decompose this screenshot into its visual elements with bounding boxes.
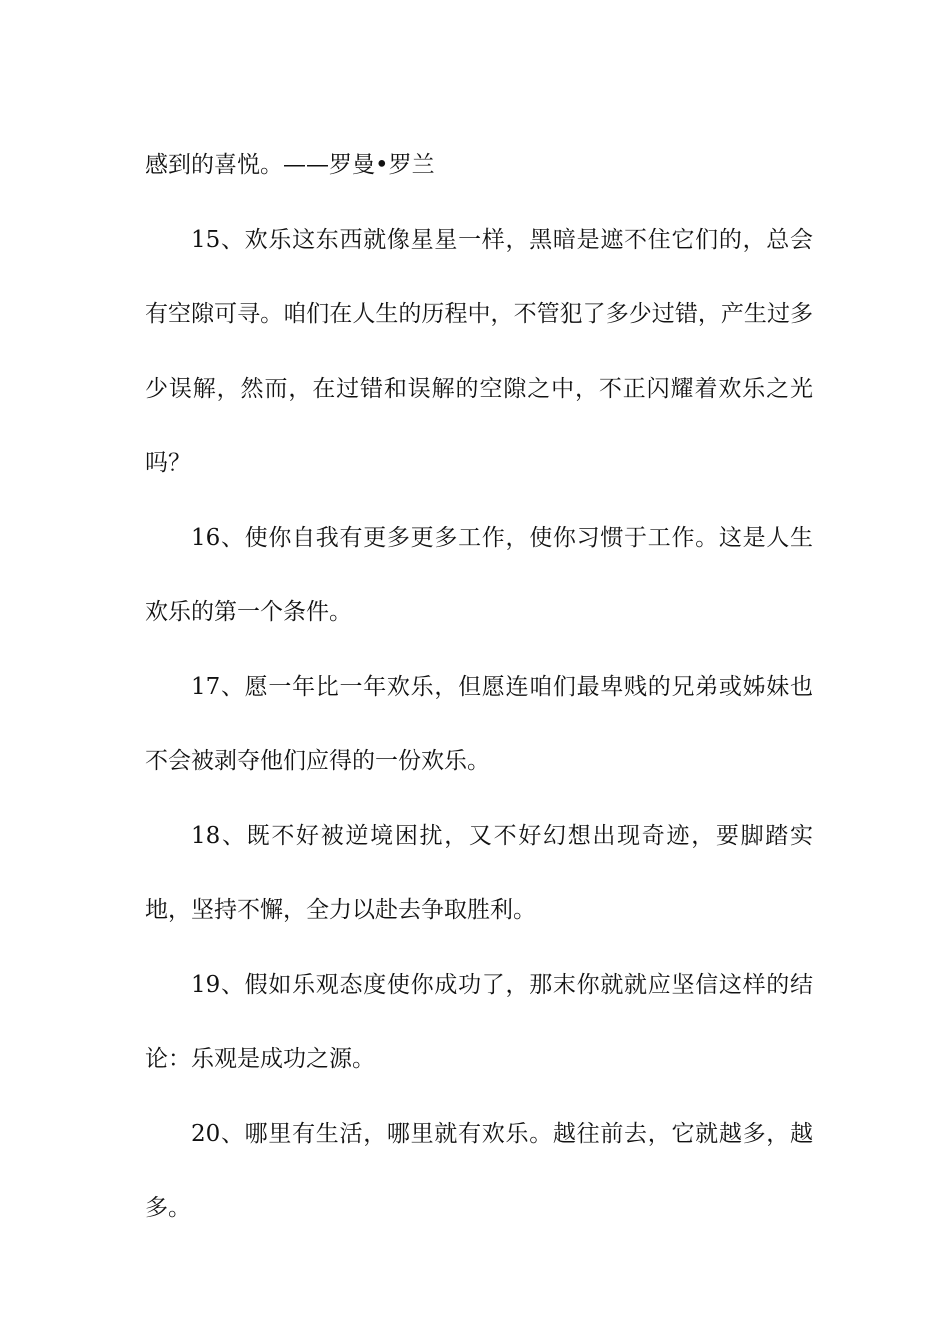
paragraph-quote-18: 18、既不好被逆境困扰，又不好幻想出现奇迹，要脚踏实地，坚持不懈，全力以赴去争取胜利。: [145, 822, 813, 923]
document-body: [145, 128, 813, 1246]
paragraph-quote-20: 20、哪里有生活，哪里就有欢乐。越往前去，它就越多，越多。: [145, 1120, 813, 1221]
paragraph-quote-16: 16、使你自我有更多更多工作，使你习惯于工作。这是人生欢乐的第一个条件。: [145, 524, 813, 625]
paragraph-quote-17: 17、愿一年比一年欢乐，但愿连咱们最卑贱的兄弟或姊妹也不会被剥夺他们应得的一份欢乐。: [145, 673, 813, 774]
paragraph-continuation: 感到的喜悦。——罗曼•罗兰: [145, 152, 435, 178]
paragraph-quote-19: 19、假如乐观态度使你成功了，那末你就就应坚信这样的结论：乐观是成功之源。: [145, 971, 813, 1072]
paragraph-quote-15: 15、欢乐这东西就像星星一样，黑暗是遮不住它们的，总会有空隙可寻。咱们在人生的历程中，不管犯了多少过错，产生过多少误解，然而，在过错和误解的空隙之中，不正闪耀着欢乐之光吗？: [145, 226, 813, 476]
